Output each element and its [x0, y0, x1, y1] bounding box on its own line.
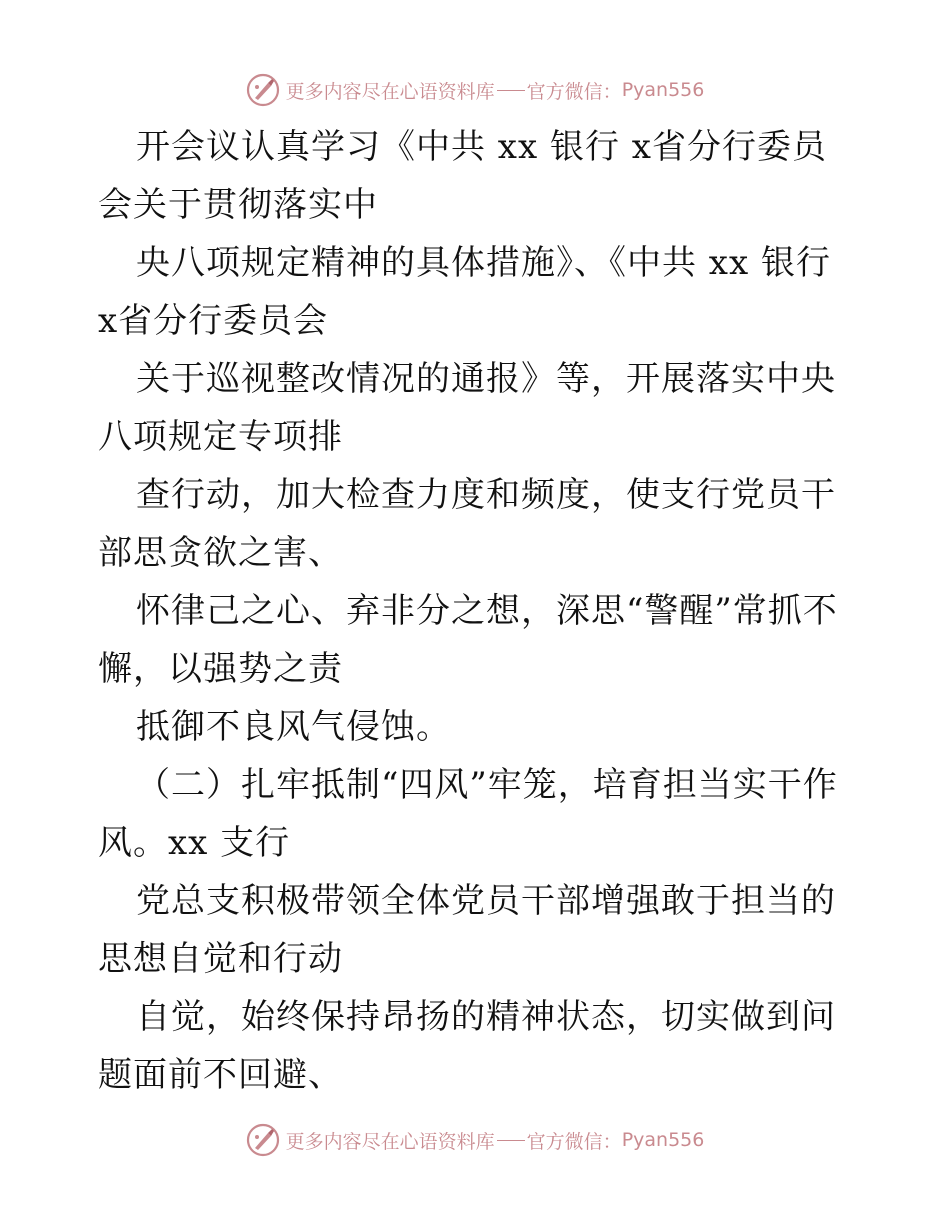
- paragraph: 抵御不良风气侵蚀。: [136, 707, 451, 747]
- paragraph: （二）扎牢抵制“四风”牢笼，培育担当实干作风。xx 支行: [98, 765, 838, 863]
- document-body: [98, 118, 858, 1104]
- paragraph: 关于巡视整改情况的通报》等，开展落实中央八项规定专项排: [98, 359, 836, 457]
- paragraph: 自觉，始终保持昂扬的精神状态，切实做到问题面前不回避、: [98, 997, 836, 1095]
- paragraph: 查行动，加大检查力度和频度，使支行党员干部思贪欲之害、: [98, 475, 836, 573]
- header-watermark: [0, 70, 950, 110]
- paragraph: 党总支积极带领全体党员干部增强敢于担当的思想自觉和行动: [98, 881, 836, 979]
- pen-quill-logo-icon: [246, 1123, 280, 1157]
- watermark-dash: [497, 90, 525, 91]
- watermark-dash: [497, 1140, 525, 1141]
- footer-watermark: [0, 1120, 950, 1160]
- watermark-wechat-id: Pyan556: [621, 79, 705, 101]
- watermark-main-text: 更多内容尽在心语资料库: [285, 80, 495, 103]
- paragraph: 央八项规定精神的具体措施》、《中共 xx 银行 x省分行委员会: [98, 243, 831, 341]
- watermark-sub-text: 官方微信：: [526, 80, 622, 103]
- watermark-main-text: 更多内容尽在心语资料库: [285, 1130, 495, 1153]
- paragraph: 怀律己之心、弃非分之想，深思“警醒”常抓不懈，以强势之责: [98, 591, 838, 689]
- pen-quill-logo-icon: [246, 73, 280, 107]
- watermark-sub-text: 官方微信：: [526, 1130, 622, 1153]
- paragraph: 开会议认真学习《中共 xx 银行 x省分行委员会关于贯彻落实中: [98, 127, 827, 225]
- watermark-wechat-id: Pyan556: [621, 1129, 705, 1151]
